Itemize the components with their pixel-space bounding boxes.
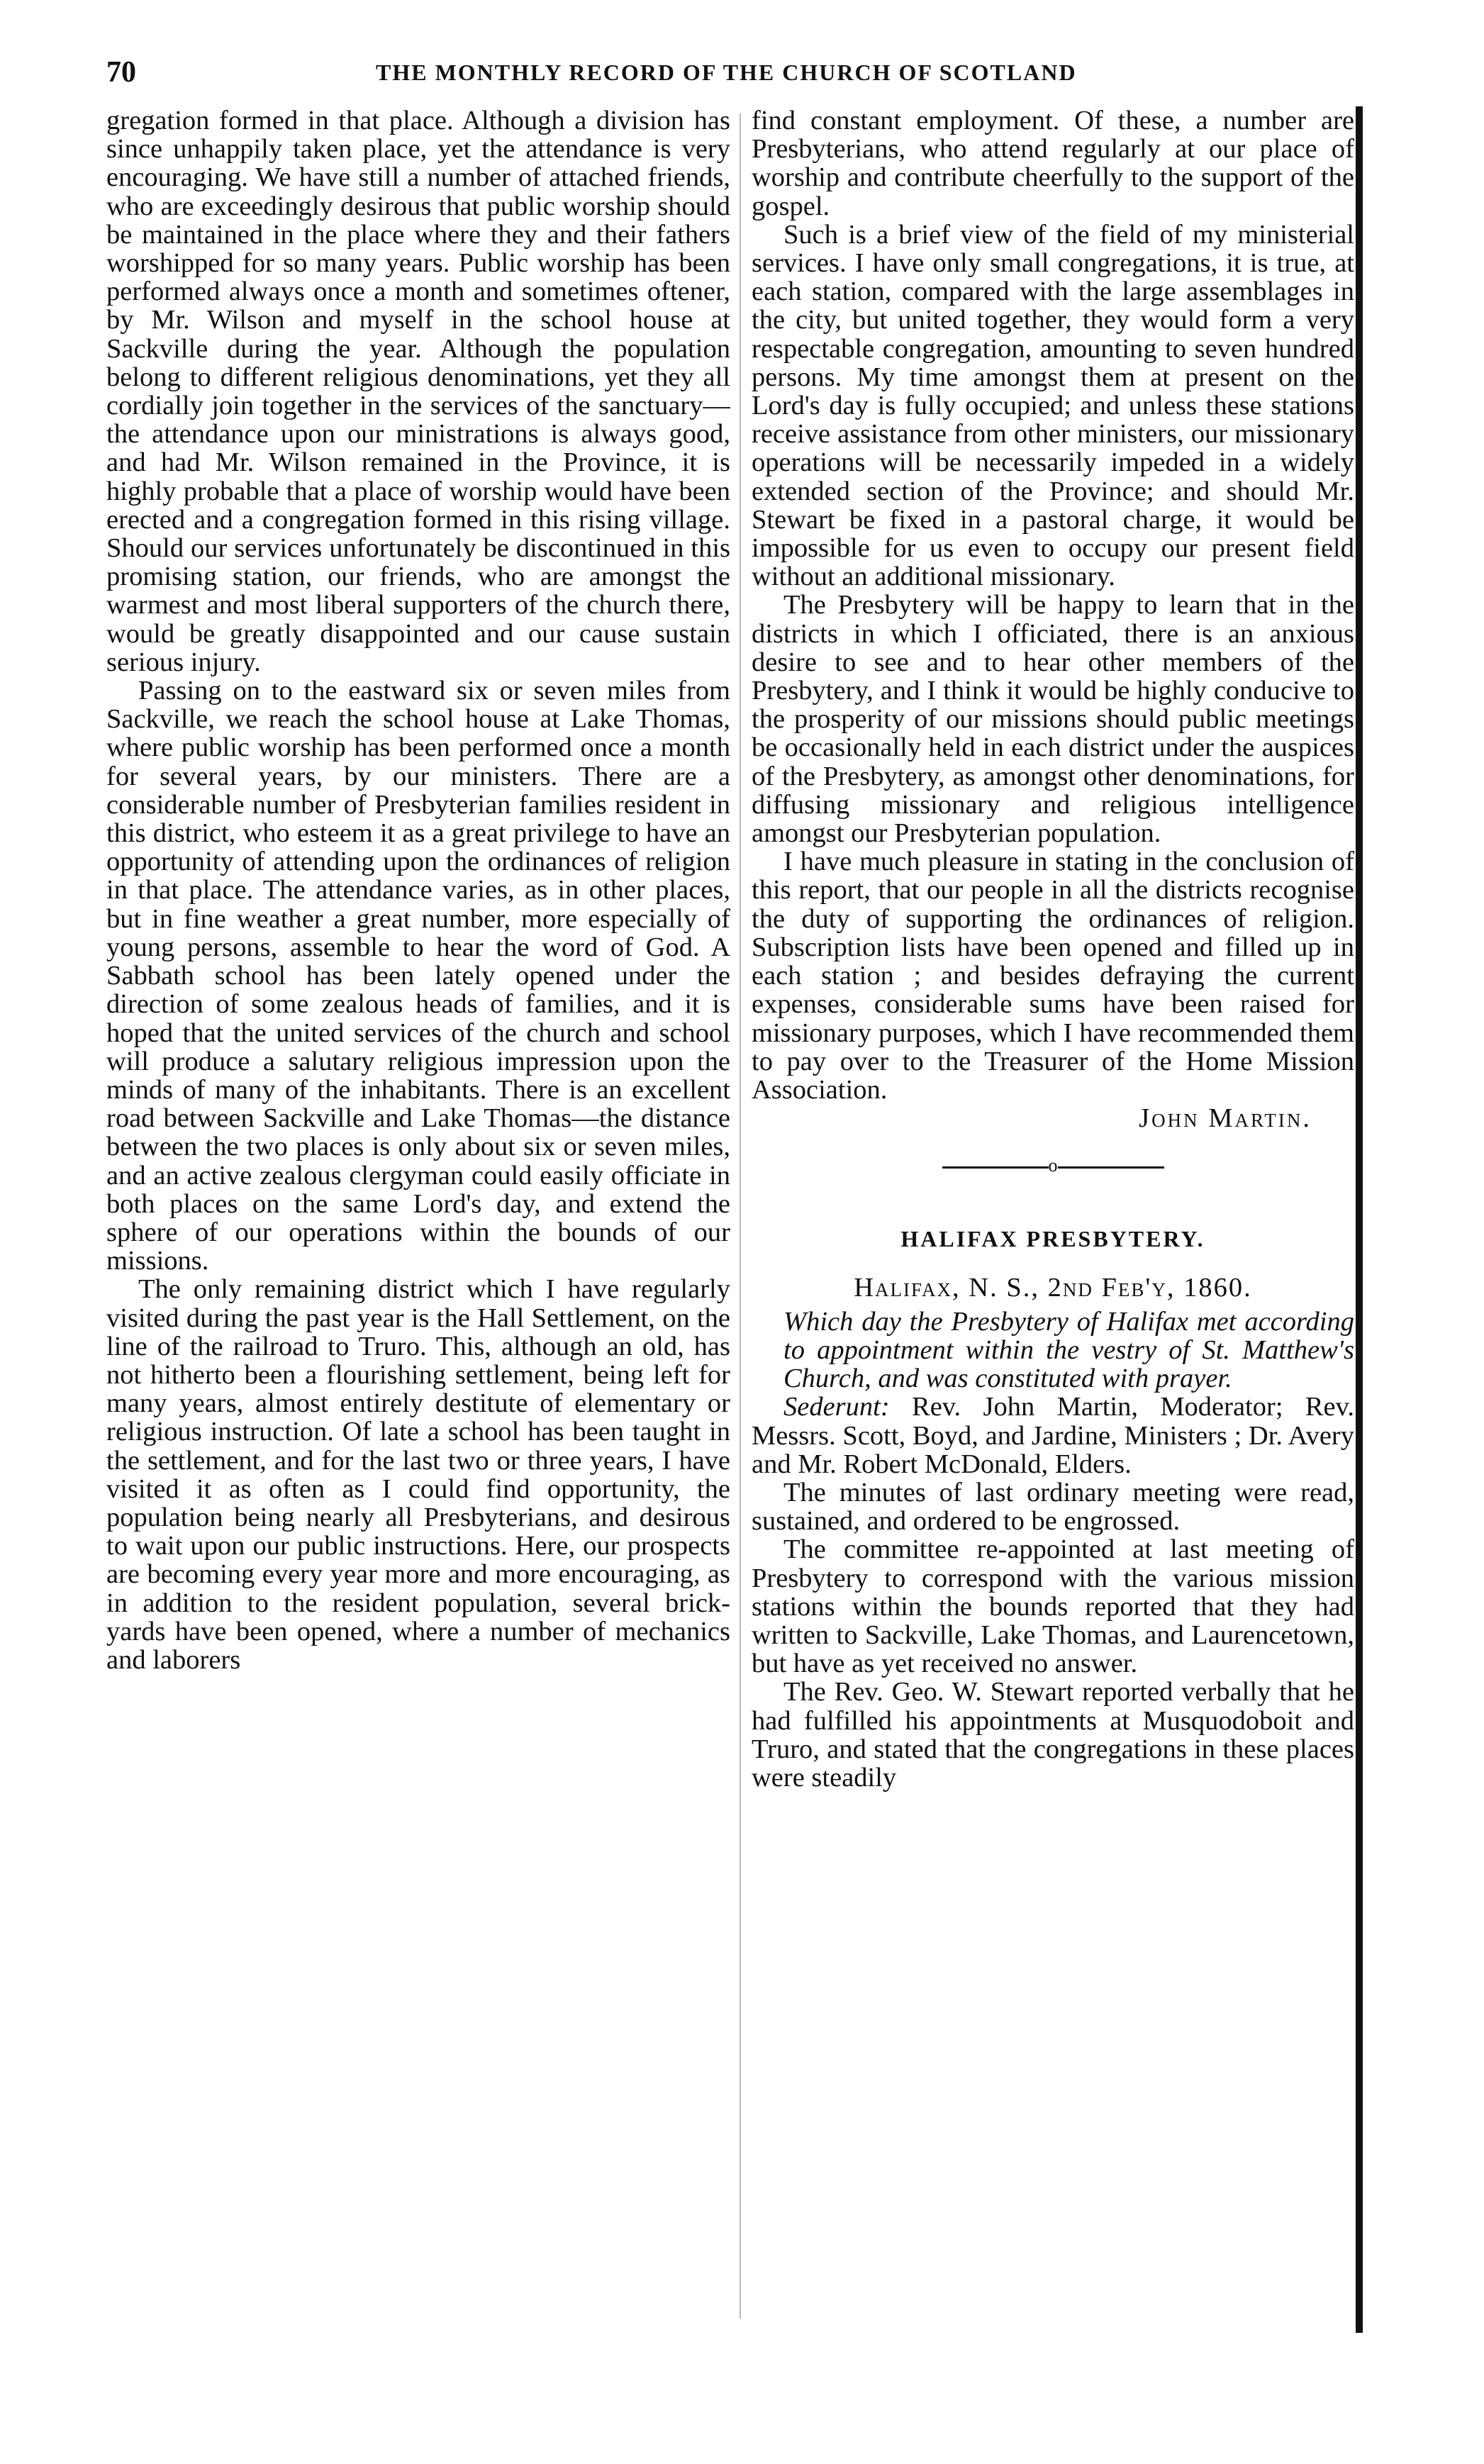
- paragraph-field-view: Such is a brief view of the field of my ministerial services. I have only small congregations, it is true, at each station, compared with the large assemblages in the city, but united together, they would form a very respectable congregation, amounting to seven hundred persons. My time amongst them at present on the Lord's day is fully occupied; and unless these stations receive assistance from other ministers, our missionary operations will be necessarily impeded in a widely extended section of the Province; and should Mr. Stewart be fixed in a pastoral charge, it would be impossible for us even to occupy our present field without an additional missionary.: [752, 219, 1354, 592]
- section-heading: HALIFAX PRESBYTERY.: [900, 1226, 1205, 1252]
- left-column: [106, 106, 730, 2333]
- right-column: [752, 106, 1354, 2333]
- divider-line-left: [942, 1166, 1049, 1169]
- sederunt-paragraph: [752, 1393, 1354, 1478]
- paragraph-hall-settlement: The only remaining district which I have regularly visited during the past year is the Hall Settlement, on the line of the railroad to Truro. This, although an old, has not hitherto been a flourishing settlement, being left for many years, almost entirely destitute of elementary or religious instruction. Of late a school has been taught in the settlement, and for the last two or three years, I have visited it as often as I could find opportunity, the population being nearly all Presbyterians, and desirous to wait upon our public instructions. Here, our prospects are becoming every year more and more encouraging, as in addition to the resident population, several brick-yards have been opened, where a number of mechanics and laborers: [106, 1274, 730, 1675]
- paragraph-employment: find constant employment. Of these, a number are Presbyterians, who attend regularly at our place of worship and contribute cheerfully to the support of the gospel.: [752, 106, 1354, 221]
- signature: John Martin.: [1139, 1103, 1312, 1134]
- section-divider: [752, 1156, 1354, 1175]
- paragraph-presbytery-meetings: The Presbytery will be happy to learn that in the districts in which I officiated, there is an anxious desire to see and to hear other members of the Presbytery, and I think it would be highly conducive to the prosperity of our missions should public meetings be occasionally held in each district under the auspices of the Presbytery, as amongst other denominations, for diffusing missionary and religious intelligence amongst our Presbyterian population.: [752, 590, 1354, 849]
- journal-title: THE MONTHLY RECORD OF THE CHURCH OF SCOTLAND: [376, 60, 1077, 85]
- page-number: 70: [106, 56, 136, 89]
- divider-line-right: [1058, 1166, 1164, 1169]
- paragraph-conclusion: I have much pleasure in stating in the conclusion of this report, that our people in all the districts recognise the duty of supporting the ordinances of religion. Subscription lists have been opened and filled up in each station ; and besides defraying the current expenses, considerable sums have been raised for missionary purposes, which I have recommended them to pay over to the Treasurer of the Home Mission Association.: [752, 847, 1354, 1105]
- minute-heading: Which day the Presbytery of Halifax met according to appointment within the vestry of St. Matthew's Church, and was constituted with prayer.: [783, 1306, 1354, 1394]
- sederunt-label: Sederunt:: [783, 1392, 890, 1422]
- column-divider: [740, 113, 741, 2319]
- page-edge-shadow: [1356, 106, 1363, 2333]
- dateline: Halifax, N. S., 2nd Feb'y, 1860.: [854, 1272, 1252, 1303]
- divider-mark: o: [1048, 1155, 1058, 1176]
- paragraph-committee: The committee re-appointed at last meeting of Presbytery to correspond with the various mission stations within the bounds reported that they had written to Sackville, Lake Thomas, and Laurencetown, but have as yet received no answer.: [752, 1534, 1354, 1679]
- sederunt-text: Rev. John Martin, Moderator; Rev. Messrs. Scott, Boyd, and Jardine, Ministers ; Dr. Avery and Mr. Robert McDonald, Elders.: [752, 1392, 1354, 1479]
- paragraph-stewart-report: The Rev. Geo. W. Stewart reported verbally that he had fulfilled his appointments at Musquodoboit and Truro, and stated that the congregations in these places were steadily: [752, 1677, 1354, 1793]
- paragraph-minutes: The minutes of last ordinary meeting were read, sustained, and ordered to be engrossed.: [752, 1477, 1354, 1537]
- paragraph-sackville: gregation formed in that place. Although a division has since unhappily taken place, yet the attendance is very encouraging. We have still a number of attached friends, who are exceedingly desirous that public worship should be maintained in the place where they and their fathers worshipped for so many years. Public worship has been performed always once a month and sometimes oftener, by Mr. Wilson and myself in the school house at Sackville during the year. Although the population belong to different religious denominations, yet they all cordially join together in the services of the sanctuary—the attendance upon our ministrations is always good, and had Mr. Wilson remained in the Province, it is highly probable that a place of worship would have been erected and a congregation formed in this rising village. Should our services unfortunately be discontinued in this promising station, our friends, who are amongst the warmest and most liberal supporters of the church there, would be greatly disappointed and our cause sustain serious injury.: [106, 106, 730, 677]
- running-head: [106, 55, 1368, 98]
- paragraph-lake-thomas: Passing on to the eastward six or seven miles from Sackville, we reach the school house at Lake Thomas, where public worship has been performed once a month for several years, by our ministers. There are a considerable number of Presbyterian families resident in this district, who esteem it as a great privilege to have an opportunity of attending upon the ordinances of religion in that place. The attendance varies, as in other places, but in fine weather a great number, more especially of young persons, assemble to hear the word of God. A Sabbath school has been lately opened under the direction of some zealous heads of families, and it is hoped that the united services of the church and school will produce a salutary religious impression upon the minds of many of the inhabitants. There is an excellent road between Sackville and Lake Thomas—the distance between the two places is only about six or seven miles, and an active zealous clergyman could easily officiate in both places on the same Lord's day, and extend the sphere of our operations within the bounds of our missions.: [106, 676, 730, 1276]
